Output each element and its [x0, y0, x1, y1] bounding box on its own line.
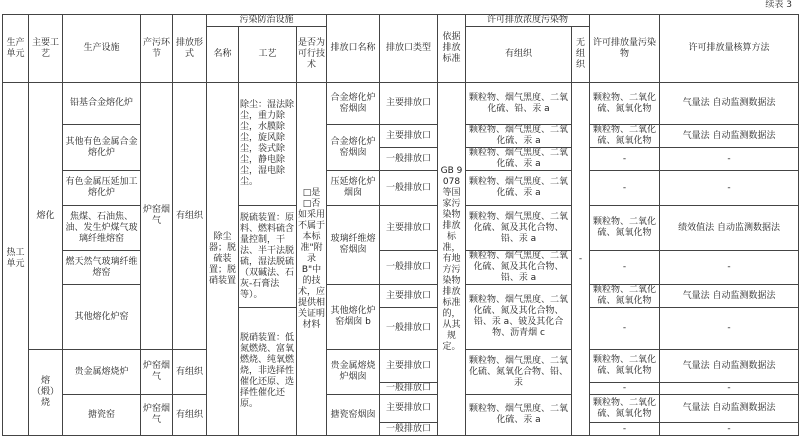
permit-5: 颗粒物、二氧化硫、氮氧化物: [590, 206, 660, 251]
outlet-type-1: 主要排放口: [380, 83, 438, 125]
outlet-type-8: 一般排放口: [380, 308, 438, 350]
method-7: 气量法 自动监测数据法: [660, 285, 799, 308]
header-unorganized: 无组织: [572, 27, 590, 83]
treatment-desulf: 脱硫装置：原料、燃料硫含量控制，干法、半干法脱硫，湿法脱硫（双碱法、石灰-石膏法等）。: [239, 206, 297, 308]
method-1: 气量法 自动监测数据法: [660, 83, 799, 125]
permit-8: -: [590, 308, 660, 350]
method-12: -: [660, 423, 799, 436]
method-4: -: [660, 171, 799, 206]
header-method: 许可排放量核算方法: [660, 15, 799, 83]
outlet-7: 搪瓷窑烟囱: [327, 395, 380, 436]
outlet-type-4: 一般排放口: [380, 171, 438, 206]
facility-6: 其他熔化炉窑: [63, 285, 141, 350]
outlet-type-5: 主要排放口: [380, 206, 438, 251]
continued-label: 续表 3: [765, 0, 792, 10]
outlet-type-3: 一般排放口: [380, 148, 438, 171]
permit-1: 颗粒物、二氧化硫、氮氧化物: [590, 83, 660, 125]
method-9: 气量法 自动监测数据法: [660, 350, 799, 383]
link-bake-1: 炉窑烟气: [141, 350, 173, 395]
treatment-dust: 除尘：湿法除尘，重力除尘，水膜除尘，旋风除尘，袋式除尘，静电除尘，湿电除尘。: [239, 83, 297, 206]
outlet-type-12: 一般排放口: [380, 423, 438, 436]
header-outlet-name: 排放口名称: [327, 15, 380, 83]
organized-2: 颗粒物、烟气黑度、二氧化硫、汞 a: [466, 125, 572, 148]
header-treatment-group: 污染防治设施: [207, 15, 327, 27]
method-5: 绩效值法 自动监测数据法: [660, 206, 799, 251]
organized-9: 颗粒物、烟气黑度、二氧化硫、汞 a: [466, 395, 572, 436]
unit-cell: 热工单元: [3, 83, 29, 436]
treatment-name: 除尘器；脱硫装置；脱硝装置: [207, 83, 239, 436]
unorganized-cell: -: [572, 83, 590, 436]
organized-4: 颗粒物、烟气黑度、二氧化硫、汞 a: [466, 171, 572, 206]
organized-1: 颗粒物、烟气黑度、二氧化硫、铅、汞 a: [466, 83, 572, 125]
header-standard: 依据排放标准: [438, 15, 466, 83]
method-11: 气量法 自动监测数据法: [660, 395, 799, 423]
outlet-type-11: 主要排放口: [380, 395, 438, 423]
form-smelt: 有组织: [173, 83, 207, 350]
facility-5: 燃天然气玻璃纤维熔窑: [63, 251, 141, 285]
outlet-type-9: 主要排放口: [380, 350, 438, 383]
outlet-2: 合金熔化炉窑烟囱: [327, 125, 380, 171]
facility-7: 贵金属熔烧炉: [63, 350, 141, 395]
header-outlet-type: 排放口类型: [380, 15, 438, 83]
organized-7: 颗粒物、烟气黑度、二氧化硫、氮及其化合物、铅、汞 a、铍及其化合物、沥青烟 c: [466, 285, 572, 350]
outlet-4: 玻璃纤维熔窑烟囱: [327, 206, 380, 285]
outlet-type-2: 主要排放口: [380, 125, 438, 148]
feasible-cell: □是 □否 如采用不属于本标准"附录B"中的技术，应提供相关证明材料: [297, 83, 327, 436]
outlet-type-10: 一般排放口: [380, 383, 438, 395]
organized-6: 颗粒物、烟气黑度、二氧化硫、氮及其化合物、铅、汞 a: [466, 251, 572, 285]
standard-cell: GB 9078 等国家污染物排放标准，有地方污染物排放标准的，从其规定。: [438, 83, 466, 436]
permit-9: 颗粒物、二氧化硫、氮氧化物: [590, 350, 660, 383]
header-permit-pollutant: 许可排放量污染物: [590, 15, 660, 83]
facility-8: 搪瓷窑: [63, 395, 141, 436]
organized-5: 颗粒物、烟气黑度、二氧化硫、氮及其化合物、铅、汞 a: [466, 206, 572, 251]
permit-2: 颗粒物、二氧化硫、氮氧化物: [590, 125, 660, 148]
outlet-1: 合金熔化炉窑烟囱: [327, 83, 380, 125]
facility-4: 焦煤、石油焦、油、发生炉煤气玻璃纤维熔窑: [63, 206, 141, 251]
link-smelt: 炉窑烟气: [141, 83, 173, 350]
outlet-type-6: 一般排放口: [380, 251, 438, 285]
outlet-3: 压延熔化炉烟囱: [327, 171, 380, 206]
outlet-6: 贵金属熔烧炉烟囱: [327, 350, 380, 395]
organized-8: 颗粒物、烟气黑度、二氧化硫、氮氧化合物、铅、汞: [466, 350, 572, 395]
header-conc-group: 许可排放浓度污染物: [466, 15, 590, 27]
permit-3: -: [590, 148, 660, 171]
header-organized: 有组织: [466, 27, 572, 83]
permit-12: -: [590, 423, 660, 436]
header-treat-name: 名称: [207, 27, 239, 83]
facility-2: 其他有色金属合金熔化炉: [63, 125, 141, 171]
method-8: -: [660, 308, 799, 350]
permit-6: -: [590, 251, 660, 285]
header-process: 主要工艺: [29, 15, 63, 83]
process-bake: 熔（煅）烧: [29, 350, 63, 436]
permit-10: -: [590, 383, 660, 395]
header-feasible: 是否为可行技术: [297, 27, 327, 83]
method-6: -: [660, 251, 799, 285]
method-10: -: [660, 383, 799, 395]
form-bake-1: 有组织: [173, 350, 207, 395]
method-2: 气量法 自动监测数据法: [660, 125, 799, 148]
permit-7: 颗粒物、二氧化硫、氮氧化物: [590, 285, 660, 308]
header-treat-process: 工艺: [239, 27, 297, 83]
method-3: -: [660, 148, 799, 171]
form-bake-2: 有组织: [173, 395, 207, 436]
link-bake-2: 炉窑烟气: [141, 395, 173, 436]
header-link: 产污环节: [141, 15, 173, 83]
organized-3: 颗粒物、烟气黑度、二氧化硫、汞 a: [466, 148, 572, 171]
permit-4: -: [590, 171, 660, 206]
header-facility: 生产设施: [63, 15, 141, 83]
outlet-type-7: 主要排放口: [380, 285, 438, 308]
outlet-5: 其他熔化炉窑烟囱 b: [327, 285, 380, 350]
facility-1: 铅基合金熔化炉: [63, 83, 141, 125]
permit-11: 颗粒物、二氧化硫、氮氧化物: [590, 395, 660, 423]
process-smelt: 熔化: [29, 83, 63, 350]
treatment-denox: 脱硝装置：低氮燃烧、富氧燃烧、纯氧燃烧，非选择性催化还原、选择性催化还原。: [239, 308, 297, 436]
header-unit: 生产单元: [3, 15, 29, 83]
header-form: 排放形式: [173, 15, 207, 83]
facility-3: 有色金属压延加工熔化炉: [63, 171, 141, 206]
permit-table: [2, 14, 799, 436]
